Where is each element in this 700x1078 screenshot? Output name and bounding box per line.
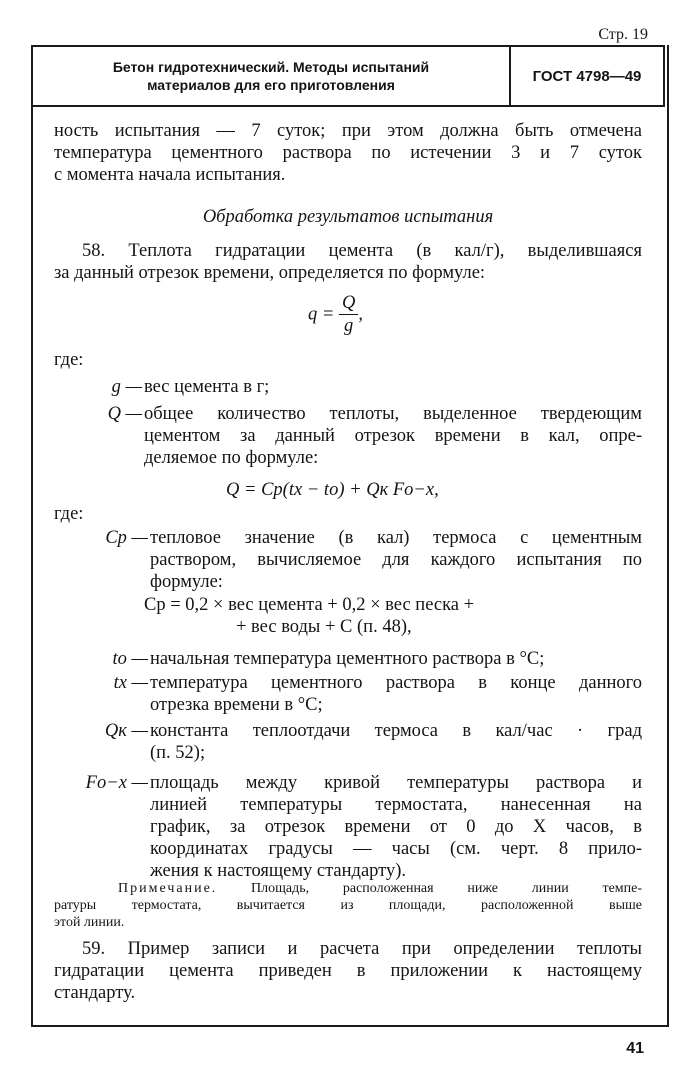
paragraph-59: [54, 938, 642, 1004]
standard-title: [33, 47, 509, 105]
text-line: график, за отрезок времени от 0 до X часов, в: [150, 817, 642, 837]
definition-text: начальная температура цементного раствора в °С;: [150, 649, 545, 669]
definition-text: [150, 527, 642, 593]
text-line: цементом за данный отрезок времени в кал, опре-: [144, 426, 642, 446]
text-line: температура цементного раствора по истечении 3 и 7 суток: [54, 143, 642, 163]
text-line: тепловое значение (в кал) термоса с цементным: [150, 528, 642, 548]
section-title: Обработка результатов испытания: [202, 207, 494, 227]
definition-tx: [54, 672, 642, 716]
formula-Cp: [144, 594, 474, 638]
text-line: температура цементного раствора в конце данного: [150, 673, 642, 693]
text-line: с момента начала испытания.: [54, 165, 286, 185]
note-line: [54, 880, 642, 897]
fraction-numerator: Q: [339, 292, 358, 315]
definition-text: вес цемента в г;: [144, 377, 270, 397]
where-label: где:: [54, 504, 84, 524]
text-line: общее количество теплоты, выделенное твердеющим: [144, 404, 642, 424]
definition-g: [54, 376, 642, 398]
text-line: гидратации цемента приведен в приложении к настоящему: [54, 961, 642, 981]
standard-title-line2: материалов для его приготовления: [147, 77, 395, 93]
text-line: площадь между кривой температуры раствора и: [150, 773, 642, 793]
definition-symbol: Qк —: [104, 721, 148, 741]
formula-line: + вес воды + C (п. 48),: [236, 617, 412, 637]
page-label: Стр. 19: [598, 26, 648, 43]
paragraph-58: [54, 240, 642, 284]
note-label: Примечание.: [118, 881, 218, 896]
definition-symbol: g —: [111, 377, 142, 397]
note-line: ратуры термостата, вычитается из площади, расположенной выше: [54, 898, 642, 913]
page-number: 41: [626, 1040, 644, 1057]
text-line: отрезка времени в °С;: [150, 695, 323, 715]
definition-symbol: Q —: [107, 404, 142, 424]
formula-q: [308, 292, 363, 337]
definitions-2: [54, 527, 642, 593]
intro-paragraph: [54, 120, 642, 186]
text-line: жения к настоящему стандарту).: [150, 861, 407, 881]
text-line: формуле:: [150, 572, 223, 592]
definition-Cp: [54, 527, 642, 593]
definition-Qk: [54, 720, 642, 764]
definition-symbol: tx —: [113, 673, 148, 693]
definition-text: [150, 720, 642, 764]
definition-symbol: Fo−x —: [85, 773, 148, 793]
note-line: этой линии.: [54, 915, 125, 930]
text-line: константа теплоотдачи термоса в кал/час · град: [150, 721, 642, 741]
definition-text: [150, 772, 642, 882]
definition-Fox: [54, 772, 642, 882]
definition-text: [150, 672, 642, 716]
text-line: раствором, вычисляемое для каждого испытания по: [150, 550, 642, 570]
document-header: [31, 45, 665, 107]
text-line: деляемое по формуле:: [144, 448, 319, 468]
text-line: 58. Теплота гидратации цемента (в кал/г), выделившаяся: [82, 241, 642, 261]
text-line: (п. 52);: [150, 743, 206, 763]
text-line: стандарту.: [54, 983, 136, 1003]
fraction-denominator: g: [344, 316, 354, 336]
definition-Q: [54, 403, 642, 469]
formula-Q: Q = Cp(tx − to) + Qк Fo−x,: [226, 480, 439, 500]
definitions-3: [54, 648, 642, 882]
definition-text: [144, 403, 642, 469]
definition-symbol: to —: [112, 649, 148, 669]
standard-title-line1: Бетон гидротехнический. Методы испытаний: [112, 59, 430, 75]
formula-q-fraction: [339, 292, 358, 337]
definition-symbol: Cp —: [105, 528, 148, 548]
text-line: линией температуры термостата, нанесенная на: [150, 795, 642, 815]
text-line: за данный отрезок времени, определяется по формуле:: [54, 263, 486, 283]
where-label: где:: [54, 350, 84, 370]
text-line: 59. Пример записи и расчета при определении теплоты: [82, 939, 642, 959]
formula-q-tail: ,: [358, 304, 363, 325]
note: [54, 880, 642, 931]
definition-to: [54, 648, 642, 670]
gost-number: ГОСТ 4798—49: [509, 47, 663, 105]
formula-q-lhs: q =: [308, 304, 335, 325]
formula-line: Cp = 0,2 × вес цемента + 0,2 × вес песка +: [144, 595, 475, 615]
definitions-1: [54, 376, 642, 469]
text-line: ность испытания — 7 суток; при этом должна быть отмечена: [54, 121, 642, 141]
text-line: координатах градусы — часы (см. черт. 8 прило-: [150, 839, 642, 859]
note-text: Площадь, расположенная ниже линии темпе-: [251, 881, 643, 896]
